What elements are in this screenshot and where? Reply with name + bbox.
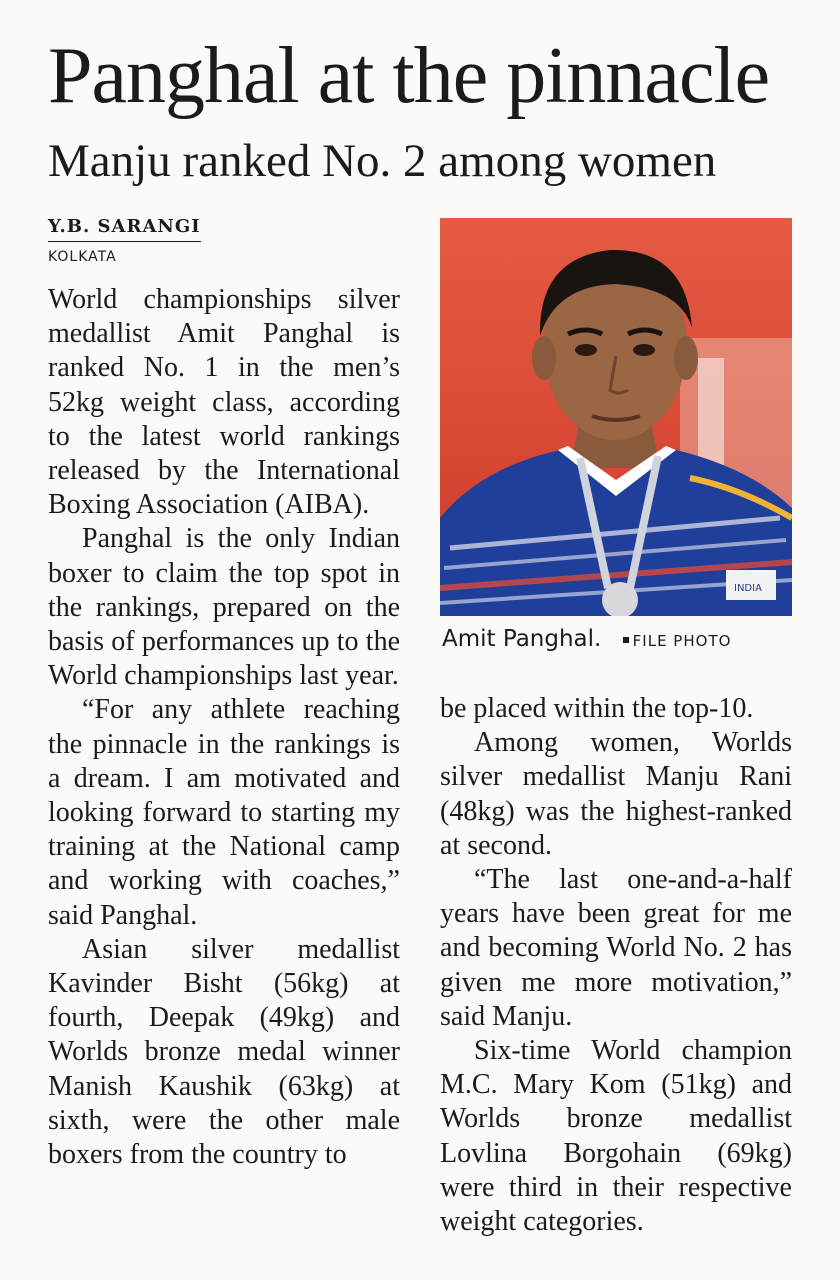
paragraph: “The last one-and-a-half years have been great for me and becoming World No. 2 has given me more motivation,” said Manju. xyxy=(440,864,792,1032)
paragraph: Six-time World champion M.C. Mary Kom (51kg) and Worlds bronze medallist Lovlina Borgohain (69kg) were third in their respective weight categories. xyxy=(440,1035,792,1238)
athlete-photo xyxy=(440,218,792,616)
article-column-right xyxy=(440,692,792,1239)
dateline: KOLKATA xyxy=(48,249,117,265)
photo-caption xyxy=(442,626,731,652)
paragraph: Asian silver medallist Kavinder Bisht (56kg) at fourth, Deepak (49kg) and Worlds bronze medal winner Manish Kaushik (63kg) at sixth, were the other male boxers from the country to xyxy=(48,933,400,1171)
caption-text: Amit Panghal. xyxy=(442,626,602,652)
credit-text: FILE PHOTO xyxy=(632,632,732,650)
photo-illustration xyxy=(440,218,792,616)
photo-credit xyxy=(623,632,732,650)
paragraph: be placed within the top-10. xyxy=(440,693,754,724)
bullet-icon xyxy=(623,637,629,643)
paragraph: “For any athlete reaching the pinnacle in the rankings is a dream. I am motivated and looking forward to starting my training at the National camp and working with coaches,” said Panghal. xyxy=(48,694,400,931)
paragraph: World championships silver medallist Amit Panghal is ranked No. 1 in the men’s 52kg weight class, according to the latest world rankings released by the International Boxing Association (AIBA). xyxy=(48,284,400,521)
jersey-text: INDIA xyxy=(734,583,762,594)
paragraph: Panghal is the only Indian boxer to claim the top spot in the rankings, prepared on the basis of performances up to the World championships last year. xyxy=(48,523,400,692)
byline: Y.B. SARANGI xyxy=(48,216,201,242)
paragraph: Among women, Worlds silver medallist Manju Rani (48kg) was the highest-ranked at second. xyxy=(440,727,792,861)
subheadline: Manju ranked No. 2 among women xyxy=(48,135,717,187)
headline: Panghal at the pinnacle xyxy=(48,32,770,120)
article-column-left xyxy=(48,283,400,1172)
